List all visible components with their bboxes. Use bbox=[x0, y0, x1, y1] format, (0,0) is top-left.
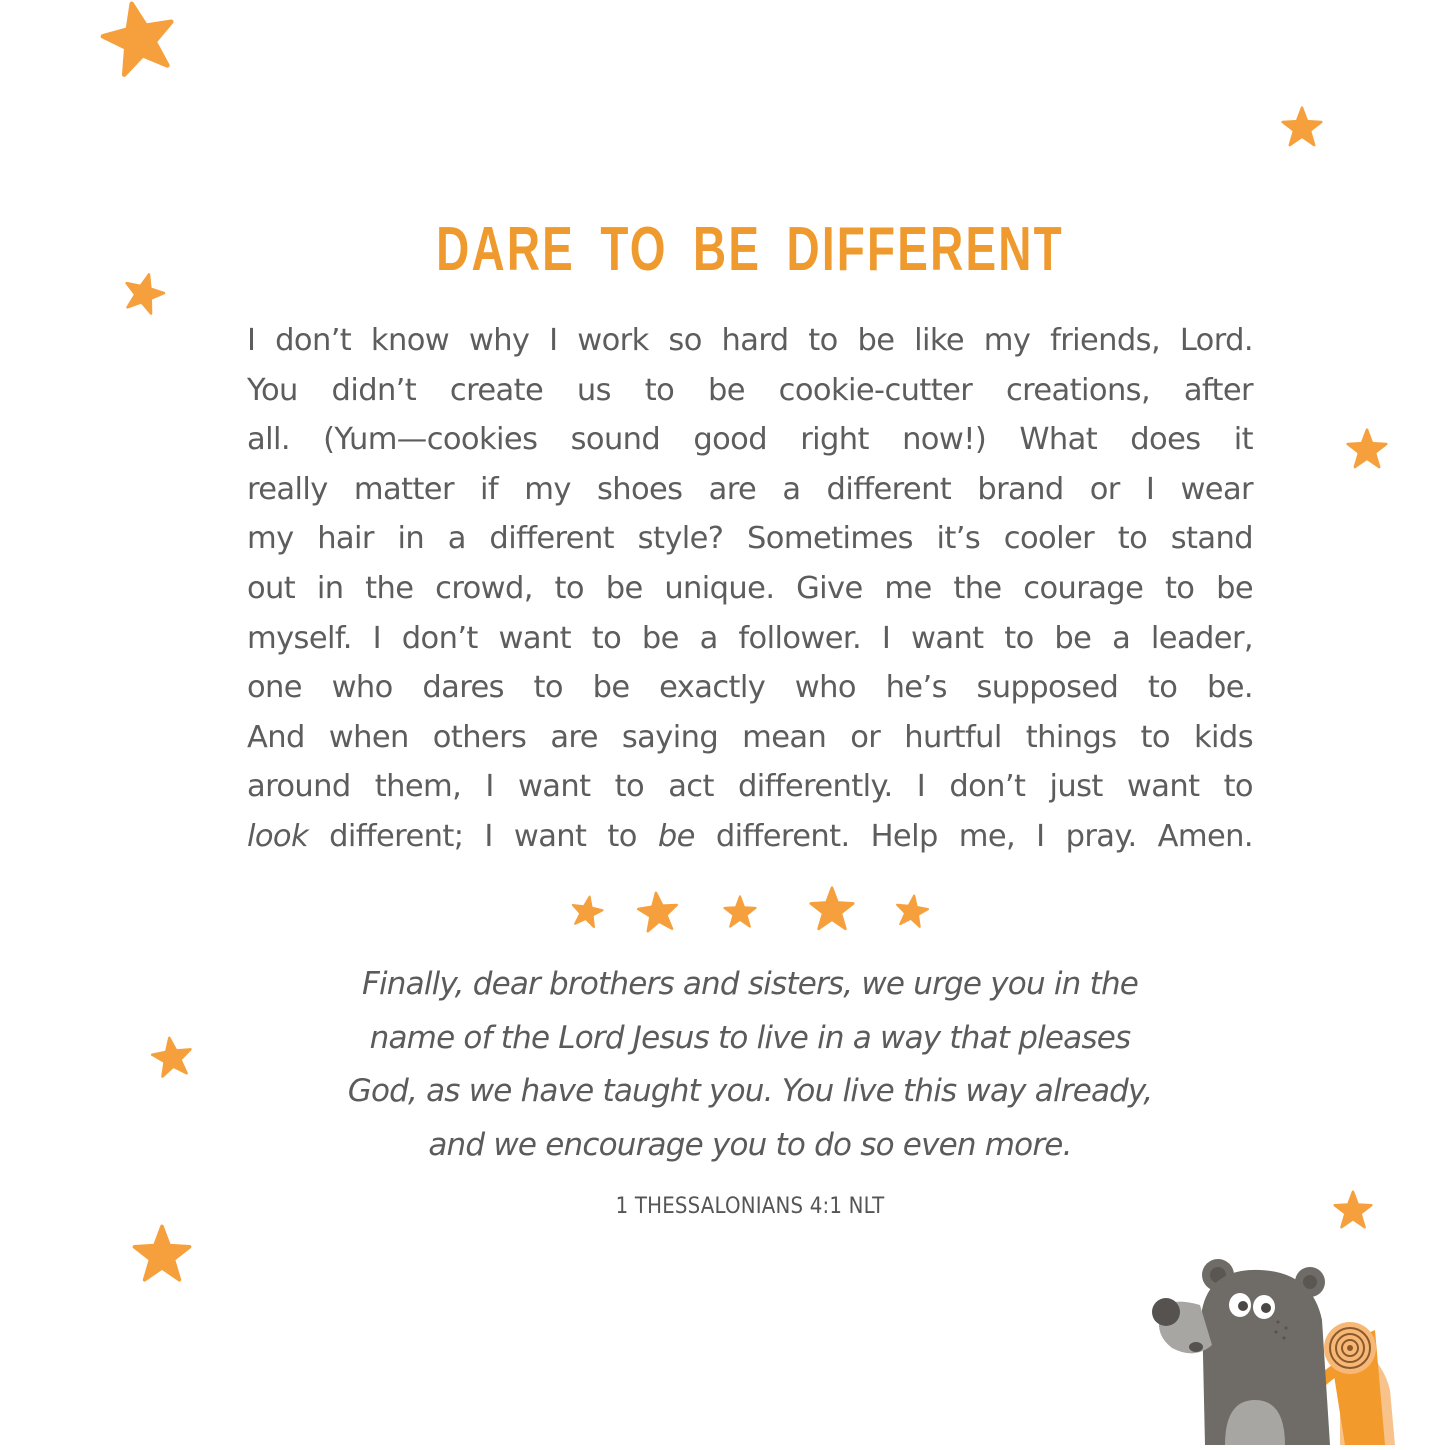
bear-with-log-icon bbox=[1140, 1250, 1410, 1445]
verse-line: name of the Lord Jesus to live in a way that pleases bbox=[369, 1019, 1131, 1056]
star-icon bbox=[892, 892, 932, 931]
star-icon bbox=[722, 895, 758, 929]
prayer-text-segment: different; I want to bbox=[308, 818, 658, 854]
star-icon bbox=[808, 886, 856, 932]
star-icon bbox=[130, 1224, 194, 1284]
prayer-line: really matter if my shoes are a different brand or I wear bbox=[247, 471, 1253, 507]
prayer-text bbox=[247, 316, 1253, 862]
emphasis-look: look bbox=[247, 818, 309, 854]
prayer-line: out in the crowd, to be unique. Give me the courage to be bbox=[247, 570, 1253, 606]
prayer-line: all. (Yum—cookies sound good right now!) What does it bbox=[247, 422, 1253, 458]
prayer-line: one who dares to be exactly who he’s supposed to be. bbox=[247, 670, 1253, 706]
star-divider bbox=[560, 880, 940, 940]
prayer-line: You didn’t create us to be cookie-cutter creations, after bbox=[247, 372, 1253, 408]
star-icon bbox=[1332, 1190, 1374, 1230]
verse-line: God, as we have taught you. You live this way already, bbox=[347, 1073, 1153, 1109]
verse-line: and we encourage you to do so even more. bbox=[428, 1126, 1072, 1163]
emphasis-be: be bbox=[657, 818, 695, 854]
star-icon bbox=[147, 1033, 196, 1081]
star-icon bbox=[567, 892, 606, 930]
prayer-line-last bbox=[247, 812, 1253, 862]
star-icon bbox=[1345, 428, 1389, 470]
verse-line: Finally, dear brothers and sisters, we urge you in the bbox=[361, 966, 1139, 1002]
prayer-line: I don’t know why I work so hard to be like my friends, Lord. bbox=[247, 323, 1253, 358]
prayer-line: my hair in a different style? Sometimes it’s cooler to stand bbox=[247, 521, 1253, 557]
prayer-line: around them, I want to act differently. I don’t just want to bbox=[247, 769, 1253, 805]
prayer-line: And when others are saying mean or hurtful things to kids bbox=[247, 719, 1253, 755]
star-icon bbox=[634, 889, 682, 935]
page-title: DARE TO BE DIFFERENT bbox=[436, 215, 1064, 284]
star-icon bbox=[117, 267, 170, 319]
prayer-line: myself. I don’t want to be a follower. I want to be a leader, bbox=[247, 620, 1253, 656]
scripture-reference: 1 THESSALONIANS 4:1 NLT bbox=[615, 1194, 885, 1219]
star-icon bbox=[1280, 106, 1324, 148]
star-icon bbox=[93, 0, 185, 83]
prayer-text-segment: different. Help me, I pray. Amen. bbox=[694, 818, 1253, 854]
scripture-verse bbox=[250, 958, 1250, 1172]
